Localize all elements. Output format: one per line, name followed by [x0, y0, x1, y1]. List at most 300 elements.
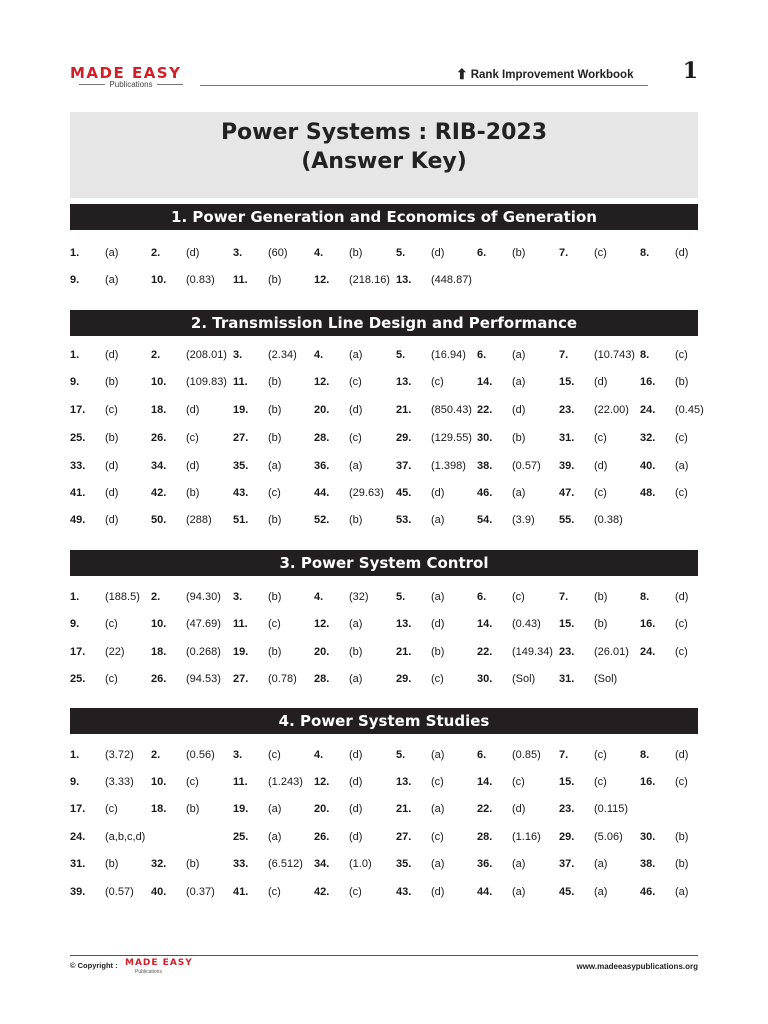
question-number: 8.: [640, 349, 650, 361]
answer-value: (a): [512, 886, 526, 898]
answer-value: (94.53): [186, 673, 221, 685]
answer-value: (b): [268, 404, 282, 416]
made-easy-logo: MADE EASY: [70, 64, 182, 82]
answer-value: (94.30): [186, 591, 221, 603]
answer-value: (b): [512, 247, 526, 259]
section-heading-2: 2. Transmission Line Design and Performance: [70, 310, 698, 336]
answer-row: [70, 831, 710, 851]
answer-value: (a): [431, 858, 445, 870]
answer-row: [70, 646, 710, 666]
answer-value: (0.268): [186, 646, 221, 658]
question-number: 31.: [559, 432, 575, 444]
answer-value: (a): [512, 858, 526, 870]
question-number: 27.: [233, 432, 249, 444]
question-number: 6.: [477, 247, 487, 259]
answer-value: (d): [431, 886, 445, 898]
answer-value: (a): [594, 858, 608, 870]
header-divider: [200, 85, 648, 86]
question-number: 37.: [396, 460, 412, 472]
answer-row: [70, 886, 710, 906]
question-number: 5.: [396, 591, 406, 603]
question-number: 12.: [314, 776, 330, 788]
answer-value: (b): [675, 831, 689, 843]
answer-value: (d): [512, 404, 526, 416]
answer-value: (b): [594, 618, 608, 630]
up-arrow-icon: ⬆: [456, 66, 468, 82]
answer-value: (c): [675, 432, 688, 444]
answer-value: (d): [349, 776, 363, 788]
question-number: 38.: [477, 460, 493, 472]
question-number: 19.: [233, 803, 249, 815]
question-number: 27.: [396, 831, 412, 843]
answer-value: (a): [105, 247, 119, 259]
answer-value: (c): [349, 376, 362, 388]
answer-value: (188.5): [105, 591, 140, 603]
question-number: 21.: [396, 404, 412, 416]
answer-value: (b): [105, 376, 119, 388]
question-number: 18.: [151, 404, 167, 416]
answer-value: (0.78): [268, 673, 297, 685]
page-subtitle: (Answer Key): [301, 149, 467, 174]
question-number: 17.: [70, 404, 86, 416]
question-number: 36.: [477, 858, 493, 870]
question-number: 3.: [233, 247, 243, 259]
answer-value: (60): [268, 247, 288, 259]
question-number: 23.: [559, 646, 575, 658]
question-number: 34.: [151, 460, 167, 472]
question-number: 32.: [640, 432, 656, 444]
question-number: 20.: [314, 803, 330, 815]
question-number: 8.: [640, 247, 650, 259]
question-number: 22.: [477, 803, 493, 815]
answer-value: (d): [431, 487, 445, 499]
answer-value: (a): [349, 349, 363, 361]
answer-value: (b): [268, 591, 282, 603]
answer-value: (29.63): [349, 487, 384, 499]
logo-subtitle: Publications: [70, 80, 192, 89]
answer-value: (c): [675, 618, 688, 630]
answer-value: (b): [268, 646, 282, 658]
question-number: 4.: [314, 349, 324, 361]
answer-value: (b): [349, 247, 363, 259]
answer-value: (0.57): [105, 886, 134, 898]
answer-value: (0.56): [186, 749, 215, 761]
answer-row: [70, 487, 710, 507]
question-number: 24.: [640, 646, 656, 658]
answer-row: [70, 432, 710, 452]
question-number: 12.: [314, 618, 330, 630]
question-number: 9.: [70, 376, 80, 388]
answer-value: (218.16): [349, 274, 390, 286]
question-number: 3.: [233, 349, 243, 361]
answer-value: (c): [675, 349, 688, 361]
answer-value: (16.94): [431, 349, 466, 361]
answer-row: [70, 776, 710, 796]
question-number: 52.: [314, 514, 330, 526]
question-number: 33.: [233, 858, 249, 870]
answer-value: (d): [675, 247, 689, 259]
answer-value: (b): [349, 514, 363, 526]
answer-value: (a): [349, 673, 363, 685]
page-number: 1: [682, 58, 698, 84]
answer-value: (d): [349, 803, 363, 815]
question-number: 9.: [70, 274, 80, 286]
question-number: 6.: [477, 591, 487, 603]
answer-value: (c): [349, 432, 362, 444]
answer-value: (c): [105, 673, 118, 685]
footer-logo-subtitle: Publications: [135, 969, 162, 975]
question-number: 2.: [151, 749, 161, 761]
answer-value: (c): [431, 376, 444, 388]
question-number: 6.: [477, 749, 487, 761]
answer-value: (c): [594, 749, 607, 761]
question-number: 26.: [151, 432, 167, 444]
question-number: 22.: [477, 404, 493, 416]
answer-value: (b): [431, 646, 445, 658]
answer-value: (2.34): [268, 349, 297, 361]
answer-value: (c): [431, 673, 444, 685]
answer-value: (32): [349, 591, 369, 603]
question-number: 40.: [151, 886, 167, 898]
question-number: 2.: [151, 349, 161, 361]
workbook-label: [456, 66, 633, 83]
answer-value: (c): [268, 886, 281, 898]
answer-value: (b): [675, 858, 689, 870]
answer-value: (a): [512, 487, 526, 499]
question-number: 49.: [70, 514, 86, 526]
answer-value: (d): [431, 247, 445, 259]
question-number: 11.: [233, 618, 248, 630]
question-number: 33.: [70, 460, 86, 472]
question-number: 41.: [233, 886, 249, 898]
question-number: 25.: [70, 673, 86, 685]
question-number: 4.: [314, 749, 324, 761]
question-number: 46.: [640, 886, 656, 898]
answer-value: (b): [675, 376, 689, 388]
question-number: 31.: [559, 673, 575, 685]
question-number: 25.: [233, 831, 249, 843]
question-number: 35.: [396, 858, 412, 870]
question-number: 31.: [70, 858, 86, 870]
question-number: 8.: [640, 591, 650, 603]
answer-value: (a): [268, 460, 282, 472]
question-number: 55.: [559, 514, 575, 526]
answer-value: (a): [268, 803, 282, 815]
question-number: 42.: [151, 487, 167, 499]
question-number: 21.: [396, 646, 412, 658]
answer-value: (d): [349, 831, 363, 843]
question-number: 46.: [477, 487, 493, 499]
question-number: 41.: [70, 487, 86, 499]
answer-value: (d): [186, 247, 200, 259]
question-number: 23.: [559, 803, 575, 815]
answer-row: [70, 274, 710, 294]
question-number: 28.: [477, 831, 493, 843]
question-number: 4.: [314, 591, 324, 603]
answer-value: (b): [268, 514, 282, 526]
answer-value: (c): [594, 432, 607, 444]
answer-value: (a): [349, 460, 363, 472]
question-number: 15.: [559, 776, 575, 788]
answer-row: [70, 618, 710, 638]
answer-value: (22.00): [594, 404, 629, 416]
answer-value: (26.01): [594, 646, 629, 658]
question-number: 20.: [314, 646, 330, 658]
answer-value: (0.38): [594, 514, 623, 526]
question-number: 19.: [233, 646, 249, 658]
answer-value: (d): [675, 749, 689, 761]
question-number: 13.: [396, 776, 412, 788]
answer-value: (149.34): [512, 646, 553, 658]
question-number: 9.: [70, 618, 80, 630]
answer-value: (b): [349, 646, 363, 658]
question-number: 38.: [640, 858, 656, 870]
website-link[interactable]: www.madeeasypublications.org: [576, 962, 698, 971]
answer-value: (a): [431, 514, 445, 526]
question-number: 19.: [233, 404, 249, 416]
question-number: 7.: [559, 349, 569, 361]
answer-row: [70, 404, 710, 424]
question-number: 29.: [396, 673, 412, 685]
question-number: 4.: [314, 247, 324, 259]
question-number: 40.: [640, 460, 656, 472]
answer-value: (c): [512, 591, 525, 603]
page-title: Power Systems : RIB-2023: [220, 120, 548, 145]
answer-value: (d): [349, 404, 363, 416]
question-number: 9.: [70, 776, 80, 788]
question-number: 13.: [396, 274, 412, 286]
question-number: 26.: [314, 831, 330, 843]
answer-value: (c): [105, 803, 118, 815]
question-number: 24.: [640, 404, 656, 416]
answer-value: (c): [675, 776, 688, 788]
question-number: 12.: [314, 274, 330, 286]
answer-value: (c): [594, 487, 607, 499]
question-number: 23.: [559, 404, 575, 416]
answer-row: [70, 247, 710, 267]
question-number: 26.: [151, 673, 167, 685]
answer-value: (c): [594, 247, 607, 259]
question-number: 1.: [70, 591, 80, 603]
question-number: 2.: [151, 591, 161, 603]
answer-row: [70, 803, 710, 823]
answer-value: (b): [186, 487, 200, 499]
question-number: 30.: [640, 831, 656, 843]
question-number: 1.: [70, 749, 80, 761]
answer-value: (d): [512, 803, 526, 815]
answer-value: (208.01): [186, 349, 227, 361]
question-number: 13.: [396, 376, 412, 388]
answer-value: (c): [105, 618, 118, 630]
answer-value: (a): [512, 376, 526, 388]
question-number: 12.: [314, 376, 330, 388]
answer-value: (3.9): [512, 514, 535, 526]
answer-value: (10.743): [594, 349, 635, 361]
question-number: 10.: [151, 776, 167, 788]
answer-value: (109.83): [186, 376, 227, 388]
question-number: 30.: [477, 673, 493, 685]
question-number: 11.: [233, 274, 248, 286]
answer-value: (d): [594, 376, 608, 388]
answer-row: [70, 514, 710, 534]
answer-value: (a): [268, 831, 282, 843]
answer-value: (47.69): [186, 618, 221, 630]
answer-value: (d): [594, 460, 608, 472]
question-number: 37.: [559, 858, 575, 870]
answer-row: [70, 858, 710, 878]
question-number: 47.: [559, 487, 575, 499]
answer-value: (d): [431, 618, 445, 630]
question-number: 14.: [477, 618, 493, 630]
question-number: 5.: [396, 749, 406, 761]
answer-value: (d): [675, 591, 689, 603]
answer-value: (a): [431, 803, 445, 815]
question-number: 29.: [559, 831, 575, 843]
answer-value: (0.37): [186, 886, 215, 898]
answer-row: [70, 460, 710, 480]
question-number: 7.: [559, 749, 569, 761]
answer-value: (c): [105, 404, 118, 416]
answer-value: (b): [105, 858, 119, 870]
question-number: 39.: [559, 460, 575, 472]
question-number: 10.: [151, 376, 167, 388]
answer-value: (d): [105, 487, 119, 499]
answer-value: (d): [186, 404, 200, 416]
question-number: 36.: [314, 460, 330, 472]
answer-row: [70, 673, 710, 693]
question-number: 17.: [70, 646, 86, 658]
answer-value: (d): [105, 349, 119, 361]
question-number: 45.: [559, 886, 575, 898]
answer-value: (b): [594, 591, 608, 603]
answer-value: (1.243): [268, 776, 303, 788]
question-number: 7.: [559, 591, 569, 603]
answer-value: (c): [431, 776, 444, 788]
answer-value: (b): [186, 858, 200, 870]
footer-logo: MADE EASY: [125, 958, 193, 968]
section-heading-1: 1. Power Generation and Economics of Generation: [70, 204, 698, 230]
question-number: 16.: [640, 376, 656, 388]
question-number: 18.: [151, 646, 167, 658]
footer-divider: [70, 955, 698, 956]
question-number: 54.: [477, 514, 493, 526]
answer-value: (3.72): [105, 749, 134, 761]
question-number: 17.: [70, 803, 86, 815]
question-number: 1.: [70, 349, 80, 361]
section-heading-3: 3. Power System Control: [70, 550, 698, 576]
answer-value: (a): [675, 460, 689, 472]
question-number: 18.: [151, 803, 167, 815]
question-number: 48.: [640, 487, 656, 499]
question-number: 53.: [396, 514, 412, 526]
question-number: 35.: [233, 460, 249, 472]
question-number: 22.: [477, 646, 493, 658]
question-number: 13.: [396, 618, 412, 630]
question-number: 20.: [314, 404, 330, 416]
question-number: 30.: [477, 432, 493, 444]
answer-value: (3.33): [105, 776, 134, 788]
answer-value: (c): [268, 618, 281, 630]
answer-value: (448.87): [431, 274, 472, 286]
question-number: 5.: [396, 349, 406, 361]
question-number: 15.: [559, 376, 575, 388]
section-heading-4: 4. Power System Studies: [70, 708, 698, 734]
answer-value: (a): [349, 618, 363, 630]
answer-value: (c): [675, 646, 688, 658]
question-number: 51.: [233, 514, 249, 526]
answer-value: (b): [186, 803, 200, 815]
question-number: 32.: [151, 858, 167, 870]
answer-value: (c): [512, 776, 525, 788]
workbook-text: Rank Improvement Workbook: [470, 69, 634, 81]
question-number: 10.: [151, 618, 167, 630]
answer-value: (b): [105, 432, 119, 444]
question-number: 11.: [233, 776, 248, 788]
answer-value: (c): [675, 487, 688, 499]
answer-value: (129.55): [431, 432, 472, 444]
answer-value: (a): [431, 749, 445, 761]
question-number: 3.: [233, 749, 243, 761]
question-number: 50.: [151, 514, 167, 526]
answer-value: (d): [105, 460, 119, 472]
question-number: 6.: [477, 349, 487, 361]
answer-row: [70, 376, 710, 396]
answer-value: (0.43): [512, 618, 541, 630]
question-number: 21.: [396, 803, 412, 815]
question-number: 28.: [314, 432, 330, 444]
answer-value: (a): [105, 274, 119, 286]
answer-value: (a): [675, 886, 689, 898]
answer-value: (1.398): [431, 460, 466, 472]
answer-value: (c): [186, 776, 199, 788]
answer-value: (c): [268, 749, 281, 761]
answer-row: [70, 591, 710, 611]
answer-value: (0.45): [675, 404, 704, 416]
question-number: 5.: [396, 247, 406, 259]
question-number: 24.: [70, 831, 86, 843]
answer-value: (a): [512, 349, 526, 361]
answer-value: (1.0): [349, 858, 372, 870]
answer-value: (0.83): [186, 274, 215, 286]
answer-value: (a,b,c,d): [105, 831, 146, 843]
answer-value: (c): [268, 487, 281, 499]
answer-value: (d): [349, 749, 363, 761]
question-number: 44.: [314, 487, 330, 499]
question-number: 29.: [396, 432, 412, 444]
answer-value: (d): [105, 514, 119, 526]
answer-row: [70, 749, 710, 769]
question-number: 8.: [640, 749, 650, 761]
copyright-text: © Copyright :: [70, 961, 118, 970]
answer-value: (0.57): [512, 460, 541, 472]
answer-value: (288): [186, 514, 212, 526]
question-number: 42.: [314, 886, 330, 898]
question-number: 43.: [233, 487, 249, 499]
answer-row: [70, 349, 710, 369]
answer-value: (Sol): [512, 673, 536, 685]
answer-value: (b): [512, 432, 526, 444]
question-number: 14.: [477, 776, 493, 788]
title-box: [70, 112, 698, 198]
answer-value: (0.115): [594, 803, 629, 815]
question-number: 45.: [396, 487, 412, 499]
question-number: 7.: [559, 247, 569, 259]
answer-value: (a): [594, 886, 608, 898]
question-number: 16.: [640, 618, 656, 630]
answer-value: (5.06): [594, 831, 623, 843]
answer-value: (22): [105, 646, 125, 658]
answer-value: (c): [349, 886, 362, 898]
